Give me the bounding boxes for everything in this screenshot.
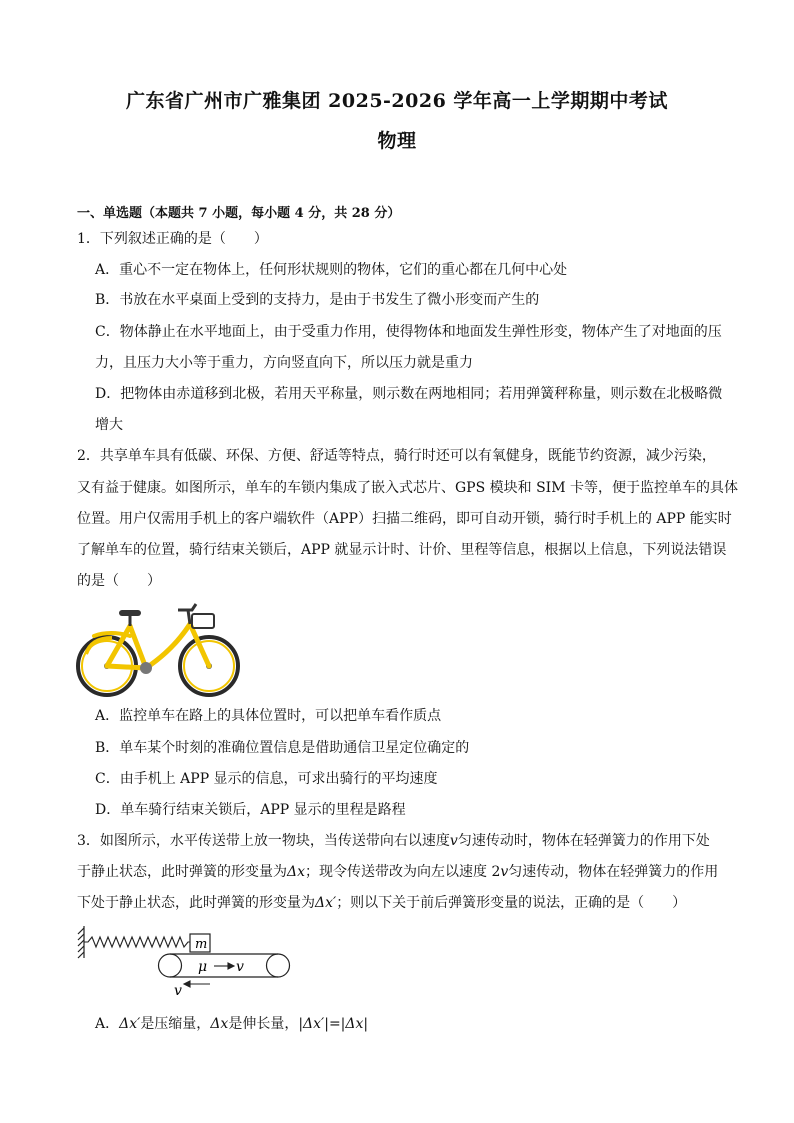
q3-option-a-mid1: 是压缩量， [140, 1016, 211, 1032]
q3-line3-dxp: Δx′ [315, 895, 337, 911]
bicycle-image [74, 596, 246, 700]
q3-option-a-mid2: 是伸长量， [228, 1016, 299, 1032]
q3-option-a-abs: |Δx′|=|Δx| [298, 1016, 369, 1032]
q3-line1 [77, 832, 710, 850]
q3-line1-part-b: 匀速传动时，物体在轻弹簧力的作用下处 [457, 833, 710, 849]
q2-line5: 的是（ ） [77, 573, 161, 589]
exam-title: 广东省广州市广雅集团 2025-2026 学年高一上学期期中考试 [126, 90, 668, 112]
spring-conveyor-figure [74, 922, 296, 1000]
q3-line2-dx: Δx [287, 864, 306, 880]
right-arrow [214, 963, 234, 969]
q3-option-a [95, 1015, 368, 1033]
mu-label: μ [198, 959, 208, 975]
q2-line1: 2．共享单车具有低碳、环保、方便、舒适等特点，骑行时还可以有氧健身，既能节约资源，减少污染， [77, 448, 716, 464]
q1-option-d-line1: D．把物体由赤道移到北极，若用天平称量，则示数在两地相同；若用弹簧秤称量，则示数在北极略微 [95, 386, 723, 402]
v-bottom-label: v [174, 983, 182, 999]
q3-line3-part-a: 下处于静止状态，此时弹簧的形变量为 [77, 895, 315, 911]
q3-line2-part-a: 于静止状态，此时弹簧的形变量为 [77, 864, 287, 880]
q1-option-d-line2: 增大 [95, 417, 123, 433]
section-heading: 一、单选题（本题共 7 小题，每小题 4 分，共 28 分） [77, 206, 401, 221]
q3-line1-part-a: 3．如图所示，水平传送带上放一物块，当传送带向右以速度 [77, 833, 450, 849]
q1-stem: 1．下列叙述正确的是（ ） [77, 231, 268, 247]
q3-line3 [77, 894, 686, 912]
q3-option-a-dx: Δx [210, 1016, 229, 1032]
q3-line2-part-b: ；现令传送带改为向左以速度 2 [305, 864, 501, 880]
q3-line1-v: v [449, 833, 458, 849]
q2-option-b: B．单车某个时刻的准确位置信息是借助通信卫星定位确定的 [95, 740, 470, 756]
q1-option-b: B．书放在水平桌面上受到的支持力，是由于书发生了微小形变而产生的 [95, 292, 540, 308]
q1-option-a: A．重心不一定在物体上，任何形状规则的物体，它们的重心都在几何中心处 [95, 262, 568, 278]
v-top-label: v [236, 959, 244, 975]
q2-line4: 了解单车的位置，骑行结束关锁后，APP 就显示计时、计价、里程等信息，根据以上信息，下列说法错误 [77, 542, 727, 558]
q3-line2-v: v [500, 864, 509, 880]
q2-line3: 位置。用户仅需用手机上的客户端软件（APP）扫描二维码，即可自动开锁，骑行时手机上的 APP 能实时 [77, 511, 732, 527]
q3-line2 [77, 863, 718, 881]
q3-line2-part-c: 匀速传动，物体在轻弹簧力的作用 [508, 864, 719, 880]
wall [78, 926, 84, 958]
spring [84, 937, 190, 947]
q1-option-c-line2: 力，且压力大小等于重力，方向竖直向下，所以压力就是重力 [95, 355, 473, 371]
block-m-label: m [195, 937, 208, 952]
q2-option-d: D．单车骑行结束关锁后，APP 显示的里程是路程 [95, 802, 406, 818]
left-arrow [184, 981, 210, 987]
q3-line3-part-b: ；则以下关于前后弹簧形变量的说法，正确的是（ ） [336, 895, 687, 911]
q3-option-a-dxp: Δx′ [119, 1016, 141, 1032]
q1-option-c-line1: C．物体静止在水平地面上，由于受重力作用，使得物体和地面发生弹性形变，物体产生了对地面的压 [95, 324, 722, 340]
subject-title: 物理 [377, 130, 417, 152]
q2-option-a: A．监控单车在路上的具体位置时，可以把单车看作质点 [95, 708, 442, 724]
q2-line2: 又有益于健康。如图所示，单车的车锁内集成了嵌入式芯片、GPS 模块和 SIM 卡等，便于监控单车的具体 [77, 480, 738, 496]
q3-option-a-prefix: A． [95, 1016, 120, 1032]
bike-frame [94, 624, 209, 668]
q2-option-c: C．由手机上 APP 显示的信息，可求出骑行的平均速度 [95, 771, 438, 787]
